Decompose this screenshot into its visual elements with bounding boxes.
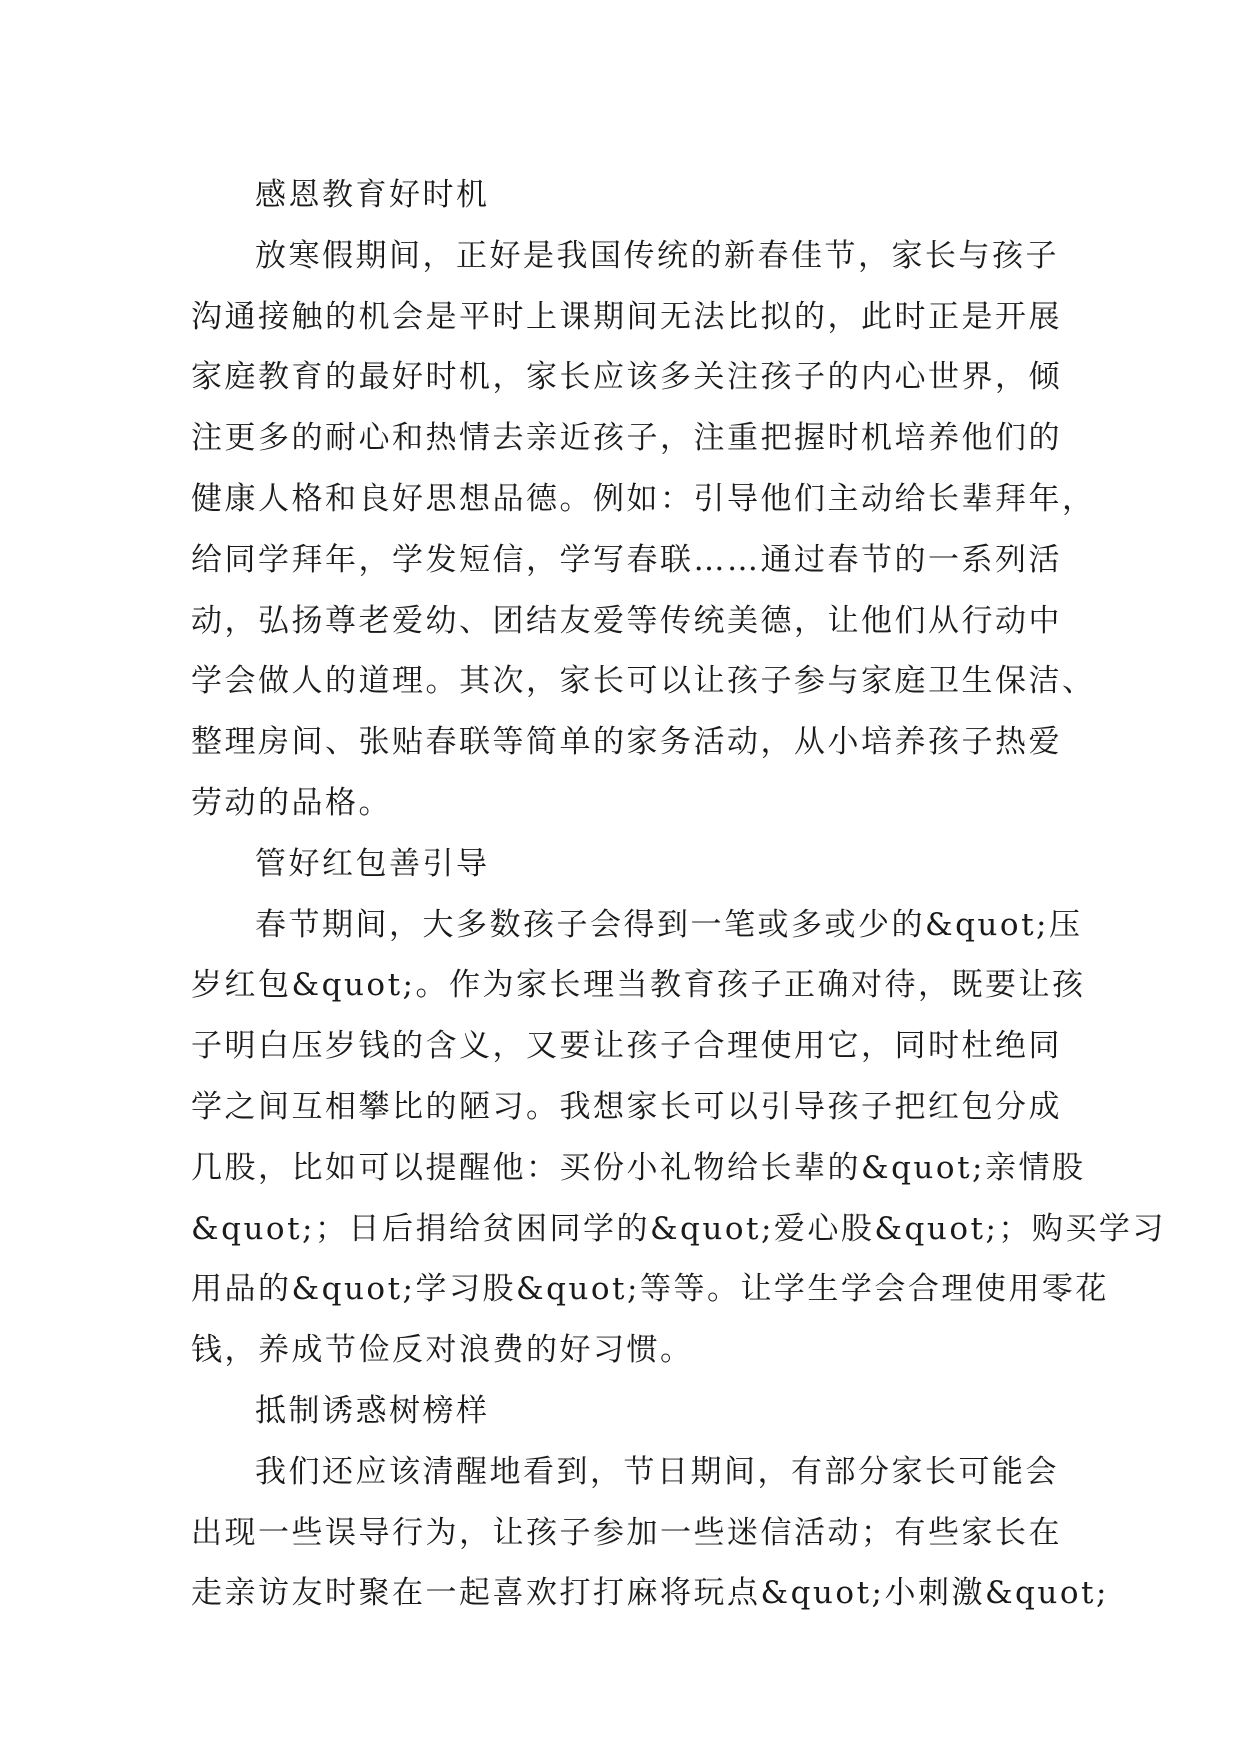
paragraph-line: 我们还应该清醒地看到，节日期间，有部分家长可能会 [255, 1453, 1059, 1490]
section-heading: 感恩教育好时机 [255, 177, 490, 213]
paragraph-line: 学之间互相攀比的陋习。我想家长可以引导孩子把红包分成 [191, 1088, 1062, 1125]
paragraph-line: &quot;；日后捐给贫困同学的&quot;爱心股&quot;；购买学习 [191, 1210, 1166, 1247]
paragraph-line: 春节期间，大多数孩子会得到一笔或多或少的&quot;压 [255, 906, 1083, 943]
document-body [191, 165, 1166, 1624]
paragraph-line: 学会做人的道理。其次，家长可以让孩子参与家庭卫生保洁、 [191, 663, 1096, 700]
paragraph-line: 动，弘扬尊老爱幼、团结友爱等传统美德，让他们从行动中 [191, 602, 1062, 639]
paragraph-line: 劳动的品格。 [191, 784, 392, 821]
paragraph-line: 几股，比如可以提醒他：买份小礼物给长辈的&quot;亲情股 [191, 1149, 1086, 1186]
section-heading: 抵制诱惑树榜样 [255, 1392, 490, 1429]
paragraph-line: 家庭教育的最好时机，家长应该多关注孩子的内心世界，倾 [191, 359, 1062, 396]
paragraph-line: 沟通接触的机会是平时上课期间无法比拟的，此时正是开展 [191, 298, 1062, 335]
paragraph-line: 健康人格和良好思想品德。例如：引导他们主动给长辈拜年， [191, 480, 1096, 517]
paragraph-line: 走亲访友时聚在一起喜欢打打麻将玩点&quot;小刺激&quot; [191, 1575, 1109, 1612]
paragraph-line: 放寒假期间，正好是我国传统的新春佳节，家长与孩子 [255, 237, 1059, 274]
paragraph-line: 整理房间、张贴春联等简单的家务活动，从小培养孩子热爱 [191, 724, 1062, 761]
section-heading: 管好红包善引导 [255, 845, 490, 882]
paragraph-line: 钱，养成节俭反对浪费的好习惯。 [191, 1332, 694, 1369]
paragraph-line: 注更多的耐心和热情去亲近孩子，注重把握时机培养他们的 [191, 420, 1062, 457]
paragraph-line: 给同学拜年，学发短信，学写春联……通过春节的一系列活 [191, 541, 1062, 578]
paragraph-line: 用品的&quot;学习股&quot;等等。让学生学会合理使用零花 [191, 1271, 1109, 1308]
paragraph-line: 子明白压岁钱的含义，又要让孩子合理使用它，同时杜绝同 [191, 1028, 1062, 1065]
paragraph-line: 出现一些误导行为，让孩子参加一些迷信活动；有些家长在 [191, 1514, 1062, 1551]
paragraph-line: 岁红包&quot;。作为家长理当教育孩子正确对待，既要让孩 [191, 967, 1086, 1004]
